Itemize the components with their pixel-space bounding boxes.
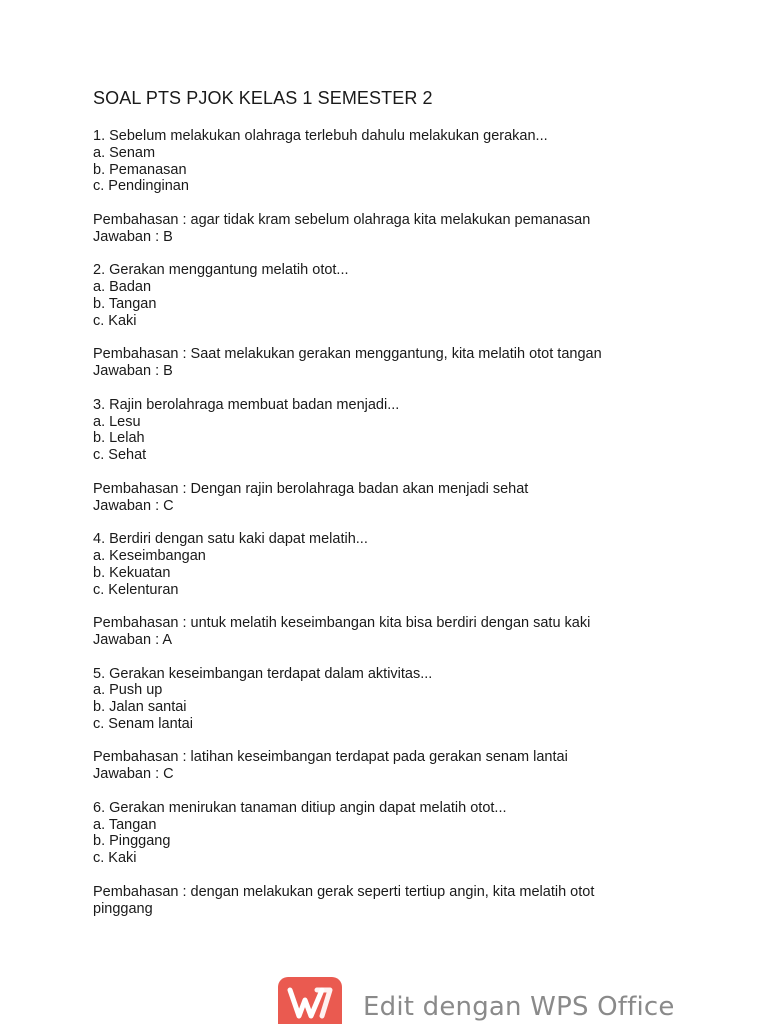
- question-item: [93, 397, 673, 464]
- explanation-text: Pembahasan : dengan melakukan gerak seperti tertiup angin, kita melatih otot pinggang: [93, 883, 595, 917]
- question-item: [93, 666, 673, 733]
- spacer: [93, 330, 673, 347]
- spacer: [93, 867, 673, 884]
- explanation-text: Pembahasan : Saat melakukan gerakan menggantung, kita melatih otot tangan: [93, 346, 602, 363]
- option-c: c. Kaki: [93, 850, 137, 867]
- spacer: [93, 649, 673, 666]
- explanation-block: [93, 481, 673, 515]
- explanation-text: Pembahasan : latihan keseimbangan terdapat pada gerakan senam lantai: [93, 749, 568, 766]
- option-c: c. Kelenturan: [93, 581, 179, 598]
- explanation-text: Pembahasan : agar tidak kram sebelum olahraga kita melakukan pemanasan: [93, 211, 591, 228]
- answer-text: Jawaban : A: [93, 631, 172, 648]
- question-text: 3. Rajin berolahraga membuat badan menjadi...: [93, 396, 400, 413]
- spacer: [93, 783, 673, 800]
- question-text: 2. Gerakan menggantung melatih otot...: [93, 262, 349, 279]
- option-b: b. Lelah: [93, 430, 145, 447]
- question-item: [93, 800, 673, 867]
- spacer: [93, 733, 673, 750]
- option-b: b. Tangan: [93, 295, 157, 312]
- spacer: [93, 195, 673, 212]
- spacer: [93, 514, 673, 531]
- answer-text: Jawaban : C: [93, 497, 174, 514]
- explanation-block: [93, 346, 673, 380]
- option-a: a. Tangan: [93, 816, 157, 833]
- question-item: [93, 531, 673, 598]
- spacer: [93, 464, 673, 481]
- option-c: c. Sehat: [93, 447, 147, 464]
- option-b: b. Kekuatan: [93, 564, 171, 581]
- option-a: a. Lesu: [93, 413, 141, 430]
- question-text: 6. Gerakan menirukan tanaman ditiup angin dapat melatih otot...: [93, 799, 507, 816]
- option-a: a. Badan: [93, 279, 152, 296]
- question-item: [93, 262, 673, 329]
- spacer: [93, 380, 673, 397]
- question-list: [93, 128, 673, 917]
- option-c: c. Pendinginan: [93, 178, 189, 195]
- question-item: [93, 128, 673, 195]
- option-b: b. Pemanasan: [93, 161, 187, 178]
- option-a: a. Senam: [93, 144, 156, 161]
- wps-edit-label: Edit dengan WPS Office: [363, 992, 675, 1022]
- option-b: b. Pinggang: [93, 833, 171, 850]
- explanation-text: Pembahasan : untuk melatih keseimbangan kita bisa berdiri dengan satu kaki: [93, 615, 591, 632]
- wps-office-logo-icon: [277, 976, 343, 1024]
- document-title: SOAL PTS PJOK KELAS 1 SEMESTER 2: [93, 88, 433, 108]
- question-text: 4. Berdiri dengan satu kaki dapat melatih...: [93, 531, 368, 548]
- option-c: c. Kaki: [93, 312, 137, 329]
- spacer: [93, 598, 673, 615]
- explanation-block: [93, 615, 673, 649]
- option-b: b. Jalan santai: [93, 699, 187, 716]
- option-a: a. Push up: [93, 682, 163, 699]
- explanation-block: [93, 884, 673, 918]
- spacer: [93, 246, 673, 263]
- answer-text: Jawaban : B: [93, 228, 173, 245]
- answer-text: Jawaban : C: [93, 766, 174, 783]
- question-text: 5. Gerakan keseimbangan terdapat dalam aktivitas...: [93, 665, 433, 682]
- answer-text: Jawaban : B: [93, 363, 173, 380]
- explanation-text: Pembahasan : Dengan rajin berolahraga badan akan menjadi sehat: [93, 480, 529, 497]
- explanation-block: [93, 749, 673, 783]
- question-text: 1. Sebelum melakukan olahraga terlebuh dahulu melakukan gerakan...: [93, 128, 548, 144]
- wps-edit-banner[interactable]: [277, 976, 677, 1024]
- explanation-block: [93, 212, 673, 246]
- option-c: c. Senam lantai: [93, 715, 193, 732]
- option-a: a. Keseimbangan: [93, 547, 206, 564]
